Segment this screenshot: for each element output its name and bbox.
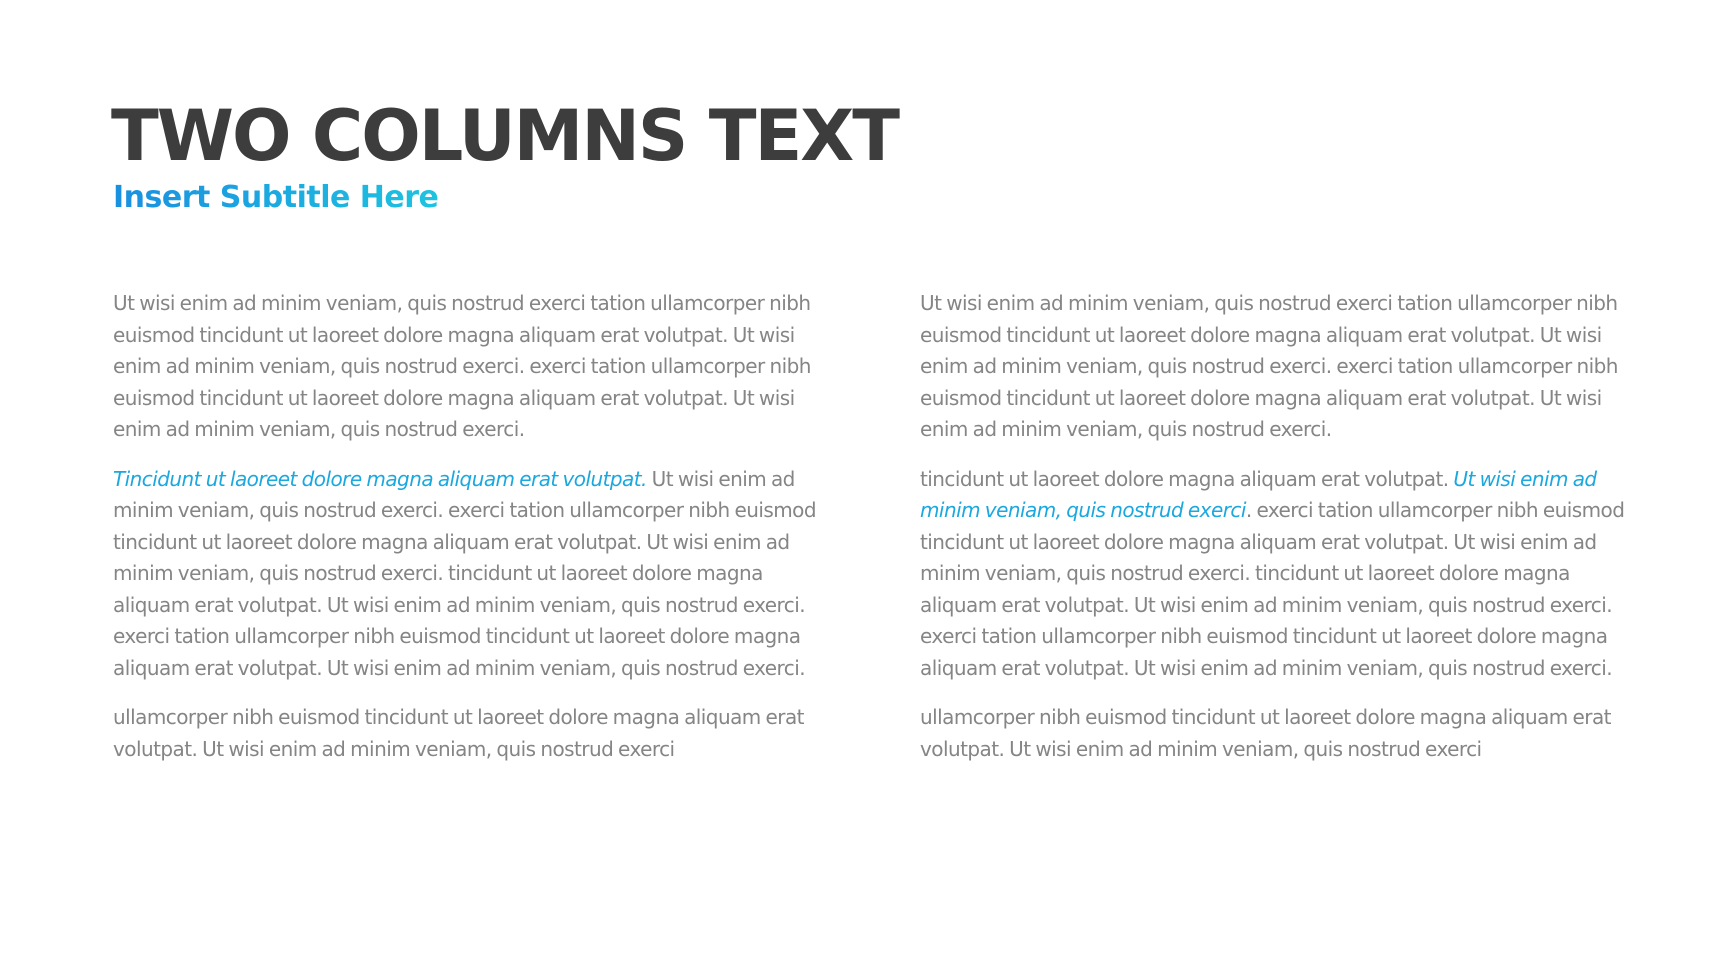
slide-subtitle: Insert Subtitle Here bbox=[113, 178, 438, 218]
left-paragraph-2 bbox=[113, 464, 833, 685]
left-text-column bbox=[113, 288, 833, 783]
left-highlight-text: Tincidunt ut laoreet dolore magna aliquam erat volutpat. bbox=[113, 466, 647, 491]
right-highlight-text: Ut wisi enim ad minim veniam, quis nostrud exerci bbox=[920, 466, 1597, 522]
left-paragraph-3: ullamcorper nibh euismod tincidunt ut laoreet dolore magna aliquam erat volutpat. Ut wisi enim ad minim veniam, quis nostrud exerci bbox=[113, 705, 804, 761]
right-paragraph-2-body: . exerci tation ullamcorper nibh euismod tincidunt ut laoreet dolore magna aliquam erat volutpat. Ut wisi enim ad minim veniam, quis nostrud exerci. tincidunt ut laoreet dolore magna aliquam erat volutpat. Ut wisi enim ad minim veniam, quis nostrud exerci. exerci tation ullamcorper nibh euismod tincidunt ut laoreet dolore magna aliquam erat volutpat. Ut wisi enim ad minim veniam, quis nostrud exerci. bbox=[920, 498, 1625, 680]
right-paragraph-3: ullamcorper nibh euismod tincidunt ut laoreet dolore magna aliquam erat volutpat. Ut wisi enim ad minim veniam, quis nostrud exerci bbox=[920, 705, 1611, 761]
right-text-column bbox=[920, 288, 1640, 783]
slide-title: TWO COLUMNS TEXT bbox=[111, 95, 898, 177]
left-paragraph-2-body: Ut wisi enim ad minim veniam, quis nostrud exerci. exerci tation ullamcorper nibh euismod tincidunt ut laoreet dolore magna aliquam erat volutpat. Ut wisi enim ad minim veniam, quis nostrud exerci. tincidunt ut laoreet dolore magna aliquam erat volutpat. Ut wisi enim ad minim veniam, quis nostrud exerci. exerci tation ullamcorper nibh euismod tincidunt ut laoreet dolore magna aliquam erat volutpat. Ut wisi enim ad minim veniam, quis nostrud exerci. bbox=[113, 466, 816, 680]
right-paragraph-2-start: tincidunt ut laoreet dolore magna aliquam erat volutpat. bbox=[920, 466, 1454, 491]
left-paragraph-1: Ut wisi enim ad minim veniam, quis nostrud exerci tation ullamcorper nibh euismod tincidunt ut laoreet dolore magna aliquam erat volutpat. Ut wisi enim ad minim veniam, quis nostrud exerci. exerci tation ullamcorper nibh euismod tincidunt ut laoreet dolore magna aliquam erat volutpat. Ut wisi enim ad minim veniam, quis nostrud exerci. bbox=[113, 291, 811, 441]
right-paragraph-1: Ut wisi enim ad minim veniam, quis nostrud exerci tation ullamcorper nibh euismod tincidunt ut laoreet dolore magna aliquam erat volutpat. Ut wisi enim ad minim veniam, quis nostrud exerci. exerci tation ullamcorper nibh euismod tincidunt ut laoreet dolore magna aliquam erat volutpat. Ut wisi enim ad minim veniam, quis nostrud exerci. bbox=[920, 291, 1618, 441]
right-paragraph-2 bbox=[920, 464, 1640, 685]
